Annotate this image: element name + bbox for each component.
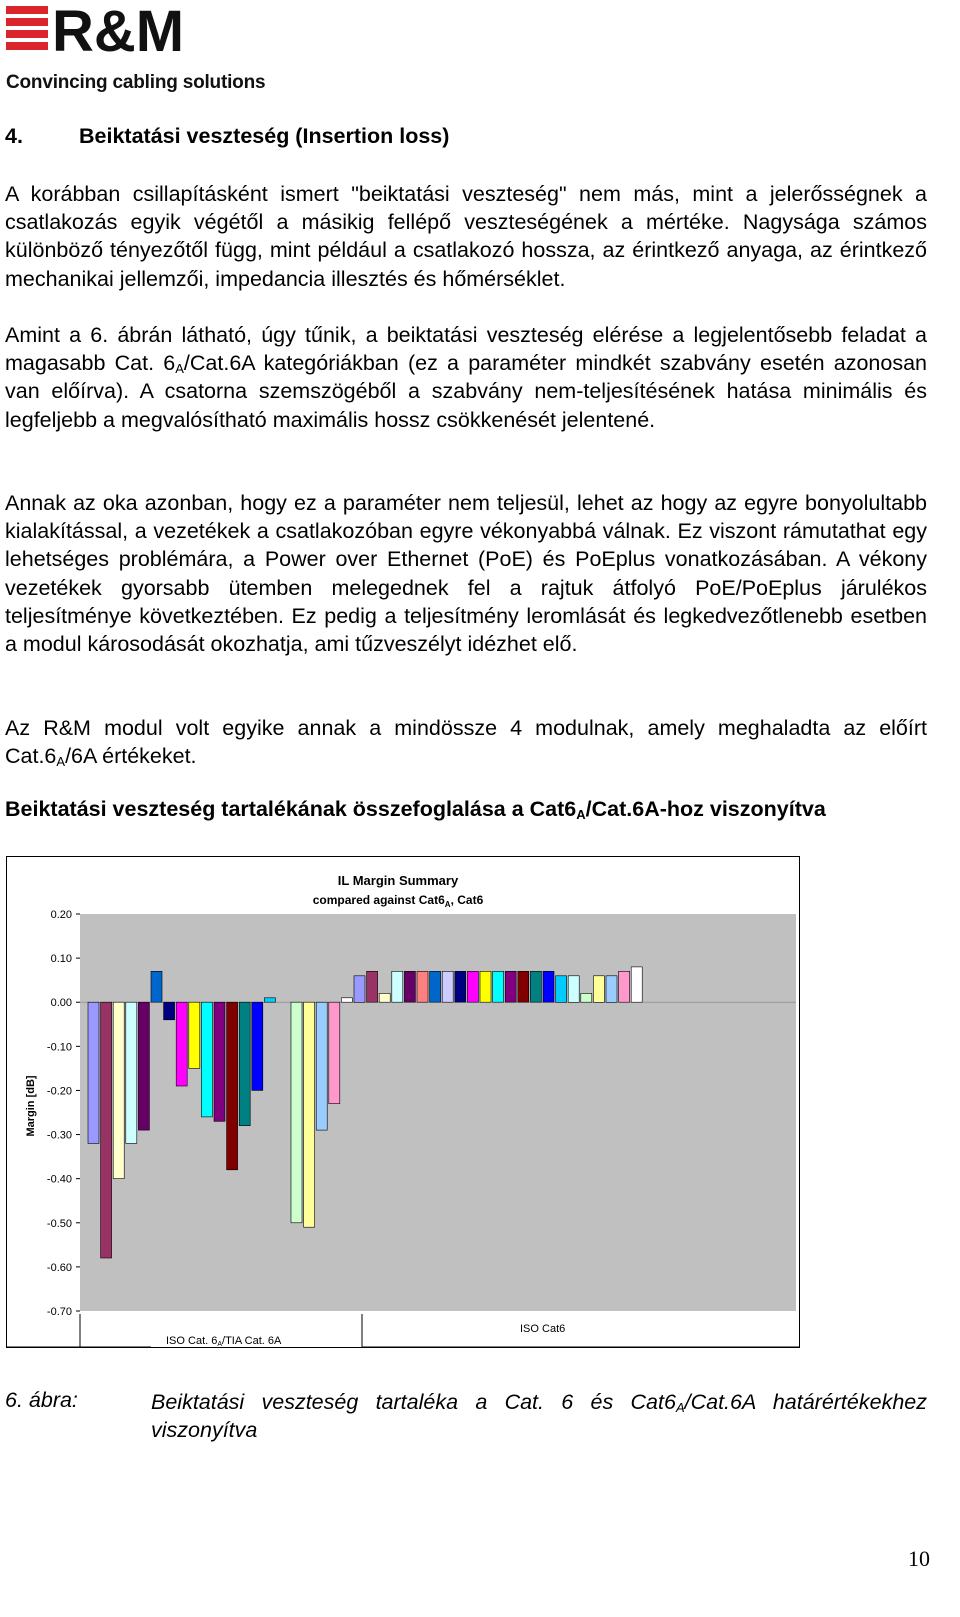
- paragraph-2-part-b: /Cat.6A kategóriákban (ez a paraméter mindkét szabvány esetén azonosan van előírva). A csatorna szemszögéből a szabvány nem-teljesítésének hatása minimális és legfeljebb a megvalósítható maximális hossz csökkenését jelentené.: [5, 351, 927, 432]
- chart-bar: [164, 1002, 175, 1020]
- chart-bar: [593, 976, 604, 1003]
- caption-part-b: /Cat.6A határértékekhez viszonyítva: [151, 1390, 927, 1442]
- il-margin-chart: [6, 856, 800, 1348]
- y-tick-label: -0.70: [46, 1306, 72, 1318]
- chart-bar: [341, 998, 352, 1002]
- chart-bar: [316, 1002, 327, 1130]
- section-number: 4.: [5, 124, 23, 148]
- paragraph-2-part-a: Amint a 6. ábrán látható, úgy tűnik, a beiktatási veszteség elérése a legjelentősebb feladat a magasabb Cat. 6: [5, 323, 927, 376]
- subheading-part-b: /Cat.6A-hoz viszonyítva: [585, 797, 826, 821]
- chart-bar: [101, 1002, 112, 1258]
- chart-bar: [493, 971, 504, 1002]
- subheading-part-a: Beiktatási veszteség tartalékának összefoglalása a Cat6: [5, 797, 577, 821]
- y-tick-label: -0.10: [46, 1041, 72, 1054]
- section-heading: [5, 124, 449, 149]
- group-label-1-part-a: ISO Cat. 6: [166, 1335, 218, 1347]
- chart-bar: [568, 976, 579, 1003]
- chart-subtitle-part-a: compared against Cat6: [312, 893, 445, 907]
- chart-bar: [291, 1002, 302, 1223]
- y-tick-label: 0.20: [50, 909, 72, 921]
- chart-bar: [619, 971, 630, 1002]
- chart-bar: [126, 1002, 137, 1143]
- chart-bar: [239, 1002, 250, 1125]
- figure-caption: [151, 1388, 927, 1444]
- chart-bar: [606, 976, 617, 1003]
- paragraph-4-part-a: Az R&M modul volt egyike annak a mindössze 4 modulnak, amely meghaladta az előírt Cat.6: [5, 716, 927, 769]
- chart-bar: [264, 998, 275, 1002]
- chart-bar: [176, 1002, 187, 1086]
- chart-bar: [252, 1002, 263, 1090]
- y-tick-label: -0.40: [46, 1173, 72, 1186]
- chart-bar: [392, 971, 403, 1002]
- chart-bar: [556, 976, 567, 1003]
- y-axis-label: Margin [dB]: [25, 1075, 37, 1137]
- group-label-1-subscript: A: [217, 1341, 223, 1348]
- chart-bar: [505, 971, 516, 1002]
- y-tick-label: -0.30: [46, 1129, 72, 1142]
- chart-subtitle: [313, 893, 484, 909]
- group-label-1-part-b: /TIA Cat. 6A: [222, 1335, 282, 1347]
- chart-bar: [430, 971, 441, 1002]
- y-tick-label: -0.50: [46, 1217, 72, 1230]
- y-tick-label: -0.20: [46, 1085, 72, 1098]
- logo-tagline: Convincing cabling solutions: [6, 72, 266, 93]
- section-title: Beiktatási veszteség (Insertion loss): [79, 124, 450, 148]
- figure-label: 6. ábra:: [5, 1388, 78, 1412]
- caption-part-a: Beiktatási veszteség tartaléka a Cat. 6 és Cat6: [151, 1390, 676, 1414]
- group-label-iso-cat6a: [166, 1335, 282, 1348]
- chart-bar: [631, 967, 642, 1002]
- chart-bar: [467, 971, 478, 1002]
- paragraph-2: [5, 321, 927, 434]
- chart-bar: [214, 1002, 225, 1121]
- chart-bar: [367, 971, 378, 1002]
- y-tick-label: 0.00: [50, 997, 72, 1010]
- chart-bar: [189, 1002, 200, 1068]
- chart-bar: [227, 1002, 238, 1170]
- chart-bar: [304, 1002, 315, 1227]
- chart-bar: [113, 1002, 124, 1178]
- chart-bar: [354, 976, 365, 1003]
- chart-bar: [455, 971, 466, 1002]
- chart-bar: [138, 1002, 149, 1130]
- page-number: 10: [908, 1546, 930, 1571]
- paragraph-1: A korábban csillapításként ismert "beiktatási veszteség" nem más, mint a jelerősségnek a csatlakozás egyik végétől a másikig fellépő veszteségének a mértéke. Nagysága számos különböző tényezőtől függ, mint például a csatlakozó hossza, az érintkező anyaga, az érintkező mechanikai jellemzői, impedancia illesztés és hőmérséklet.: [5, 182, 927, 291]
- chart-title: IL Margin Summary: [337, 873, 459, 888]
- chart-bar: [480, 971, 491, 1002]
- y-tick-label: 0.10: [50, 953, 72, 966]
- chart-subheading: [5, 797, 826, 822]
- chart-bar: [581, 993, 592, 1002]
- logo-brand: R&M: [52, 4, 185, 64]
- paragraph-3: Annak az oka azonban, hogy ez a paraméter nem teljesül, lehet az hogy az egyre bonyolultabb kialakítással, a vezetékek a csatlakozóban egyre vékonyabbá válnak. Ez viszont rámutathat egy lehetséges problémára, a Power over Ethernet (PoE) és PoEplus vonatkozásában. A vékony vezetékek gyorsabb ütemben melegednek fel a rajtuk átfolyó PoE/PoEplus járulékos teljesítménye következtében. Ez pedig a teljesítmény leromlását és legkedvezőtlenebb esetben a modul károsodását okozhatja, ami tűzveszélyt idézhet elő.: [5, 491, 927, 657]
- caption-subscript: A: [675, 1400, 685, 1415]
- chart-subtitle-subscript: A: [444, 900, 451, 909]
- chart-bar: [543, 971, 554, 1002]
- paragraph-4-part-b: /6A értékeket.: [65, 744, 197, 769]
- subheading-subscript: A: [576, 807, 586, 822]
- chart-bar: [329, 1002, 340, 1103]
- paragraph-2-subscript: A: [175, 361, 184, 377]
- chart-bar: [379, 993, 390, 1002]
- chart-bar: [88, 1002, 99, 1143]
- chart-bar: [151, 971, 162, 1002]
- paragraph-4: [5, 714, 927, 770]
- chart-bar: [417, 971, 428, 1002]
- chart-subtitle-part-b: , Cat6: [450, 893, 484, 907]
- chart-bar: [404, 971, 415, 1002]
- paragraph-4-subscript: A: [56, 754, 66, 770]
- chart-bar: [518, 971, 529, 1002]
- rm-logo-mark: [6, 4, 286, 68]
- chart-bar: [530, 971, 541, 1002]
- y-tick-label: -0.60: [46, 1261, 72, 1274]
- chart-bar: [201, 1002, 212, 1117]
- group-label-iso-cat6: ISO Cat6: [520, 1323, 566, 1335]
- chart-bar: [442, 971, 453, 1002]
